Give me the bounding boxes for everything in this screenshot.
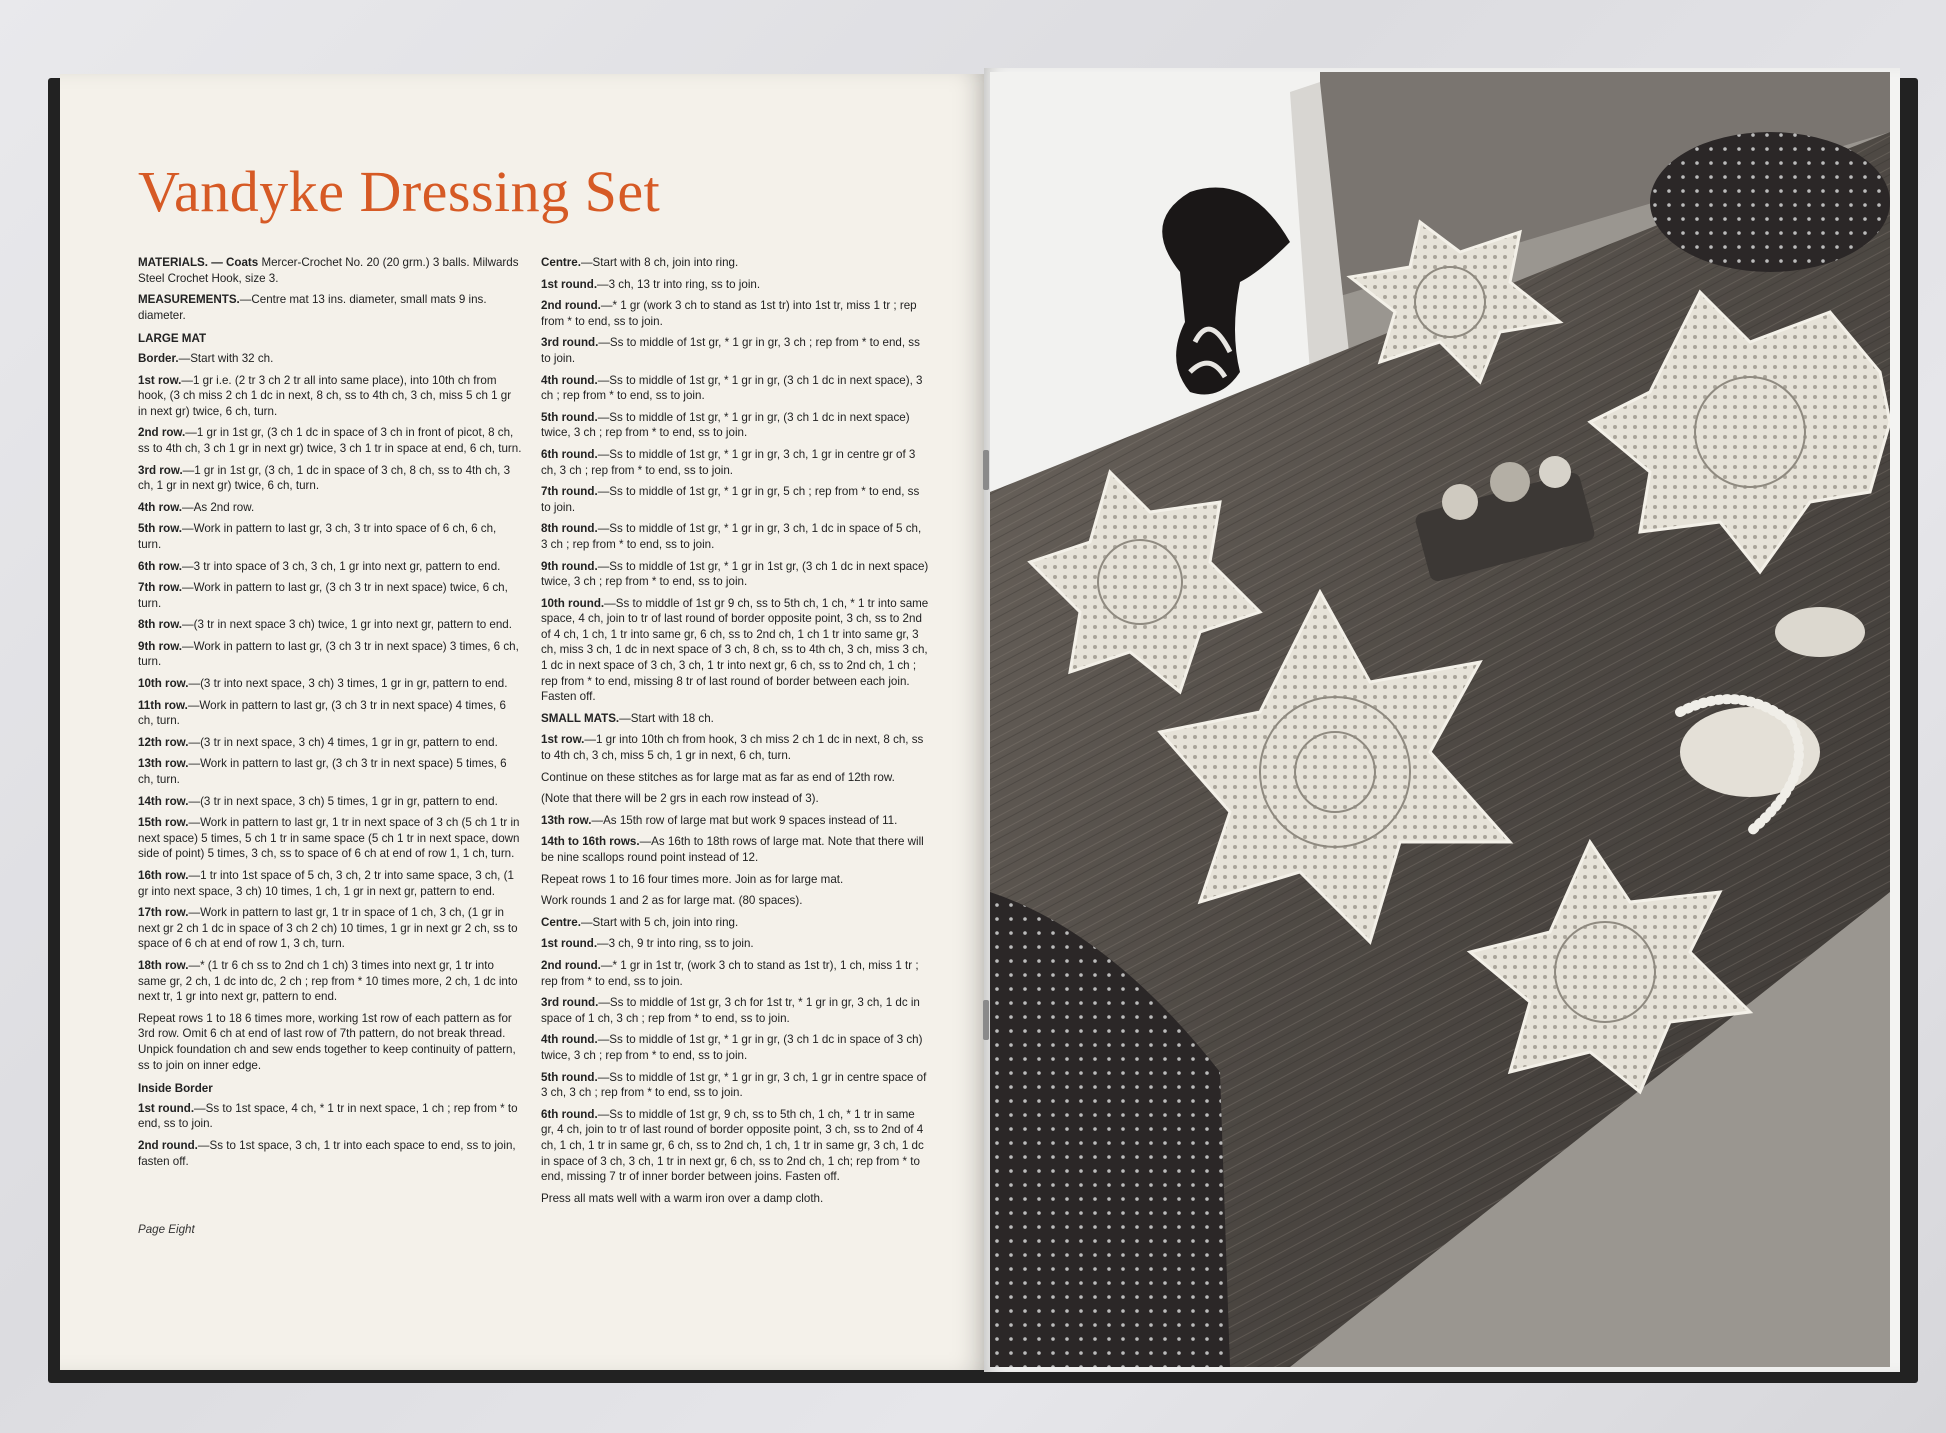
instruction-paragraph [541,559,929,590]
row-text: —Ss to middle of 1st gr, * 1 gr in gr, (3 ch 1 dc in next space), 3 ch ; rep from * to end, ss to join. [541,373,923,403]
instruction-paragraph [138,617,522,633]
row-heading: 2nd round. [541,958,601,972]
row-heading: 14th row. [138,794,189,808]
instruction-paragraph [138,756,522,787]
row-heading: 10th round. [541,596,605,610]
instruction-paragraph [138,580,522,611]
row-text: —Work in pattern to last gr, 1 tr in space of 1 ch, 3 ch, (1 gr in next gr 2 ch 1 dc in space of 3 ch 2 ch) 10 times, 1 gr in next gr 2 ch, ss to space of 6 ch at end of row 1, 3 ch, turn. [138,906,518,951]
row-heading: 1st row. [541,733,585,747]
row-heading: 5th round. [541,410,598,424]
instruction-paragraph [138,1081,522,1097]
instruction-paragraph [541,447,929,478]
row-text: —Ss to middle of 1st gr, * 1 gr in 1st gr, (3 ch 1 dc in next space) twice, 3 ch ; rep from * to end, ss to join. [541,559,929,589]
instruction-paragraph [138,735,522,751]
instruction-paragraph [138,559,522,575]
instruction-paragraph [138,1101,522,1132]
row-text: —As 16th to 18th rows of large mat. Note that there will be nine scallops round point instead of 12. [541,835,924,864]
instruction-paragraph [541,335,929,366]
row-text: —As 15th row of large mat but work 9 spaces instead of 11. [591,813,898,827]
row-heading: 8th round. [541,522,598,536]
row-text: Work rounds 1 and 2 as for large mat. (80 spaces). [541,894,803,908]
row-text: —Start with 5 ch, join into ring. [580,915,739,929]
instruction-paragraph [541,255,929,271]
row-heading: 13th row. [138,757,189,771]
row-text: Continue on these stitches as for large mat as far as end of 12th row. [541,770,895,784]
row-text: —Work in pattern to last gr, 3 ch, 3 tr into space of 6 ch, 6 ch, turn. [138,522,497,551]
row-text: —1 tr into 1st space of 5 ch, 3 ch, 2 tr into same space, 3 ch, (1 gr into next space, 3 ch) 10 times, 1 ch, 1 gr in next gr, pattern to end. [138,869,514,898]
row-heading: 7th round. [541,485,598,499]
doily-photograph [990,72,1890,1367]
instruction-paragraph [138,958,522,1005]
row-heading: 2nd row. [138,426,186,440]
row-heading: 3rd row. [138,463,183,477]
instruction-paragraph [138,255,522,286]
row-heading: 1st round. [138,1101,195,1115]
row-text: —Ss to middle of 1st gr, 9 ch, ss to 5th ch, 1 ch, * 1 tr in same gr, 4 ch, join to tr of last round of border opposite point, 3 ch, ss to 2nd of 4 ch, 1 ch, 1 tr in same gr, 6 ch, ss to 2nd ch, 1 ch, 1 tr in same gr, 3 ch, 1 dc in space of 3 ch, 3 ch, 1 tr in next gr, 6 ch, ss to 2nd ch, 1 ch; rep from * to end, missing 7 tr of inner border between joins. Fasten off. [541,1107,924,1184]
instruction-paragraph [541,915,929,931]
row-heading: 7th row. [138,581,183,595]
row-text: —Ss to 1st space, 4 ch, * 1 tr in next space, 1 ch ; rep from * to end, ss to join. [138,1101,518,1131]
instruction-paragraph [541,711,929,727]
instruction-paragraph [138,425,522,456]
row-heading: 5th round. [541,1070,598,1084]
row-text: —(3 tr in next space 3 ch) twice, 1 gr into next gr, pattern to end. [182,618,512,632]
instruction-paragraph [541,521,929,552]
instruction-paragraph [541,813,929,829]
row-heading: 4th round. [541,1033,598,1047]
instruction-paragraph [138,639,522,670]
section-heading: Inside Border [138,1082,213,1096]
row-text: —Ss to 1st space, 3 ch, 1 tr into each space to end, ss to join, fasten off. [138,1138,516,1168]
instruction-paragraph [541,995,929,1026]
staple-top [983,450,989,490]
instruction-paragraph [541,410,929,441]
instruction-paragraph [541,484,929,515]
row-text: —Ss to middle of 1st gr, * 1 gr in gr, 3 ch, 1 gr in centre space of 3 ch, 3 ch ; rep from * to end, ss to join. [541,1070,927,1100]
row-text: —Ss to middle of 1st gr 9 ch, ss to 5th ch, 1 ch, * 1 tr into same space, 4 ch, join to tr of last round of border opposite point, 3 ch, ss to 2nd of 4 ch, 1 ch, 1 tr into same gr, 6 ch, ss to 2nd ch, 1 ch 1 tr into same gr, 3 ch, miss 3 ch, 1 dc in next space of 3 ch, 8 ch, ss to 4th ch, 3 ch, miss 3 ch, 1 dc in next space of 3 ch, 3 ch, 1 tr into next gr, 6 ch, ss to 2nd ch, 1 ch ; rep from * to end, missing 8 tr of last round of border between each join. Fasten off. [541,596,929,704]
row-heading: 8th row. [138,618,183,632]
row-heading: 6th round. [541,447,598,461]
row-heading: 12th row. [138,735,189,749]
row-text: —1 gr in 1st gr, (3 ch 1 dc in space of 3 ch in front of picot, 8 ch, ss to 4th ch, 3 ch 1 gr in next gr) twice, 3 ch 1 tr in space at end, 6 ch, turn. [138,426,522,455]
instruction-paragraph [138,676,522,692]
row-text: Press all mats well with a warm iron over a damp cloth. [541,1191,824,1205]
row-text: —Work in pattern to last gr, (3 ch 3 tr in next space) twice, 6 ch, turn. [138,581,508,610]
row-heading: MATERIALS. — Coats [138,256,259,269]
instruction-paragraph [541,1070,929,1101]
instruction-paragraph [138,463,522,494]
row-heading: 18th row. [138,958,189,972]
row-heading: 1st round. [541,277,598,291]
row-heading: 1st row. [138,373,182,387]
instructions-column-right [541,255,929,1212]
row-text: —1 gr in 1st gr, (3 ch, 1 dc in space of 3 ch, 8 ch, ss to 4th ch, 3 ch, 1 gr in next gr) twice, 6 ch, turn. [138,463,511,493]
row-text: —Work in pattern to last gr, (3 ch 3 tr in next space) 4 times, 6 ch, turn. [138,698,506,728]
row-text: —Work in pattern to last gr, 1 tr in next space of 3 ch (5 ch 1 tr in next space) 5 times, 5 ch 1 tr in same space (5 ch 1 tr in next space, down side of point) 5 times, 3 ch, ss to space of 6 ch at end of row 1, 1 ch, turn. [138,816,520,861]
row-heading: 15th row. [138,816,189,830]
row-heading: 14th to 16th rows. [541,835,640,849]
pattern-title: Vandyke Dressing Set [138,159,661,224]
instruction-paragraph [138,351,522,367]
instruction-paragraph [541,298,929,329]
row-text: —* (1 tr 6 ch ss to 2nd ch 1 ch) 3 times into next gr, 1 tr into same gr, 2 ch, 1 dc into dc, 2 ch ; rep from * 10 times more, 2 ch, 1 dc into next tr, 1 gr into next gr, pattern to end. [138,958,518,1004]
instruction-paragraph [138,868,522,899]
row-text: Mercer-Crochet No. 20 (20 grm.) 3 balls. Milwards Steel Crochet Hook, size 3. [138,256,519,285]
row-text: —Start with 8 ch, join into ring. [580,256,739,269]
instruction-paragraph [138,794,522,810]
row-heading: 9th row. [138,639,183,653]
instruction-paragraph [138,1011,522,1073]
row-text: —Ss to middle of 1st gr, * 1 gr in gr, 3 ch, 1 gr in centre gr of 3 ch, 3 ch ; rep from * to end, ss to join. [541,447,916,477]
row-text: —Ss to middle of 1st gr, * 1 gr in gr, (3 ch 1 dc in space of 3 ch) twice, 3 ch ; rep from * to end, ss to join. [541,1033,923,1062]
row-text: —(3 tr in next space, 3 ch) 4 times, 1 gr in gr, pattern to end. [188,735,498,749]
row-heading: 11th row. [138,698,188,712]
row-text: —* 1 gr in 1st tr, (work 3 ch to stand as 1st tr), 1 ch, miss 1 tr ; rep from * to end, ss to join. [541,958,919,988]
instruction-paragraph [138,905,522,952]
row-text: —Ss to middle of 1st gr, * 1 gr in gr, 3 ch ; rep from * to end, ss to join. [541,336,920,365]
row-heading: 2nd round. [138,1138,198,1152]
row-text: —Work in pattern to last gr, (3 ch 3 tr in next space) 3 times, 6 ch, turn. [138,639,519,669]
row-text: —As 2nd row. [182,500,255,514]
row-text: —Work in pattern to last gr, (3 ch 3 tr in next space) 5 times, 6 ch, turn. [138,757,507,787]
instruction-paragraph [138,500,522,516]
row-heading: 6th row. [138,559,183,573]
row-text: —1 gr i.e. (2 tr 3 ch 2 tr all into same place), into 10th ch from hook, (3 ch miss 2 ch 1 dc in next, 8 ch, ss to 4th ch, 3 ch, miss 5 ch 1 gr in next gr) twice, 6 ch, turn. [138,373,512,418]
section-heading: LARGE MAT [138,332,207,346]
row-heading: Border. [138,351,179,365]
instruction-paragraph [541,791,929,807]
row-text: —Ss to middle of 1st gr, * 1 gr in gr, (3 ch 1 dc in next space) twice, 3 ch ; rep from * to end, ss to join. [541,410,910,440]
row-heading: 3rd round. [541,996,599,1010]
row-text: —Ss to middle of 1st gr, * 1 gr in gr, 3 ch, 1 dc in space of 5 ch, 3 ch ; rep from * to end, ss to join. [541,522,922,551]
instruction-paragraph [138,1138,522,1169]
section-heading: SMALL MATS. [541,711,620,725]
row-text: —1 gr into 10th ch from hook, 3 ch miss 2 ch 1 dc in next, 8 ch, ss to 4th ch, 3 ch, miss 5 ch, 1 gr in next, 6 ch, turn. [541,733,924,763]
row-heading: 1st round. [541,937,598,951]
instruction-paragraph [541,958,929,989]
instruction-paragraph [541,872,929,888]
row-text: —Ss to middle of 1st gr, * 1 gr in gr, 5 ch ; rep from * to end, ss to join. [541,485,920,514]
instruction-paragraph [541,770,929,786]
row-heading: 3rd round. [541,336,599,350]
instruction-paragraph [138,292,522,323]
instructions-column-left [138,255,522,1175]
row-text: —3 ch, 9 tr into ring, ss to join. [597,937,754,951]
instruction-paragraph [541,1107,929,1185]
row-heading: 4th round. [541,373,598,387]
row-text: —Start with 32 ch. [178,351,274,365]
row-heading: 10th row. [138,677,189,691]
instruction-paragraph [138,331,522,347]
instruction-paragraph [541,893,929,909]
instruction-paragraph [541,1191,929,1207]
row-heading: 2nd round. [541,299,601,313]
row-heading: Centre. [541,256,581,269]
row-heading: MEASUREMENTS. [138,293,240,307]
row-text: —3 tr into space of 3 ch, 3 ch, 1 gr into next gr, pattern to end. [182,559,501,573]
row-text: —Start with 18 ch. [619,711,714,725]
row-heading: Centre. [541,915,581,929]
instruction-paragraph [138,521,522,552]
row-heading: 6th round. [541,1107,598,1121]
row-heading: 17th row. [138,906,189,920]
photo-illustration [990,72,1890,1367]
row-text: —(3 tr in next space, 3 ch) 5 times, 1 gr in gr, pattern to end. [188,794,498,808]
row-heading: 16th row. [138,869,189,882]
row-text: Repeat rows 1 to 16 four times more. Join as for large mat. [541,872,844,886]
row-heading: 5th row. [138,522,183,536]
instruction-paragraph [541,1032,929,1063]
instruction-paragraph [541,596,929,705]
instruction-paragraph [138,698,522,729]
row-text: (Note that there will be 2 grs in each row instead of 3). [541,792,819,806]
instruction-paragraph [138,373,522,420]
instruction-paragraph [138,815,522,862]
row-heading: 4th row. [138,500,183,514]
row-text: —3 ch, 13 tr into ring, ss to join. [597,277,761,291]
instruction-paragraph [541,277,929,293]
row-heading: 13th row. [541,813,592,827]
row-heading: 9th round. [541,559,598,573]
instruction-paragraph [541,373,929,404]
instruction-paragraph [541,834,929,865]
staple-bottom [983,1000,989,1040]
row-text: —Ss to middle of 1st gr, 3 ch for 1st tr, * 1 gr in gr, 3 ch, 1 dc in space of 1 ch, 3 ch ; rep from * to end, ss to join. [541,996,920,1025]
row-text: Repeat rows 1 to 18 6 times more, working 1st row of each pattern as for 3rd row. Omit 6 ch at end of last row of 7th pattern, do not break thread. Unpick foundation ch and sew ends together to keep continuity of pattern, ss to join on inner edge. [138,1011,516,1072]
instruction-paragraph [541,732,929,763]
row-text: —* 1 gr (work 3 ch to stand as 1st tr) into 1st tr, miss 1 tr ; rep from * to end, ss to join. [541,299,917,328]
instruction-paragraph [541,936,929,952]
row-text: —(3 tr into next space, 3 ch) 3 times, 1 gr in gr, pattern to end. [188,677,508,691]
row-text: —Centre mat 13 ins. diameter, small mats 9 ins. diameter. [138,293,487,322]
page-number: Page Eight [138,1223,195,1236]
